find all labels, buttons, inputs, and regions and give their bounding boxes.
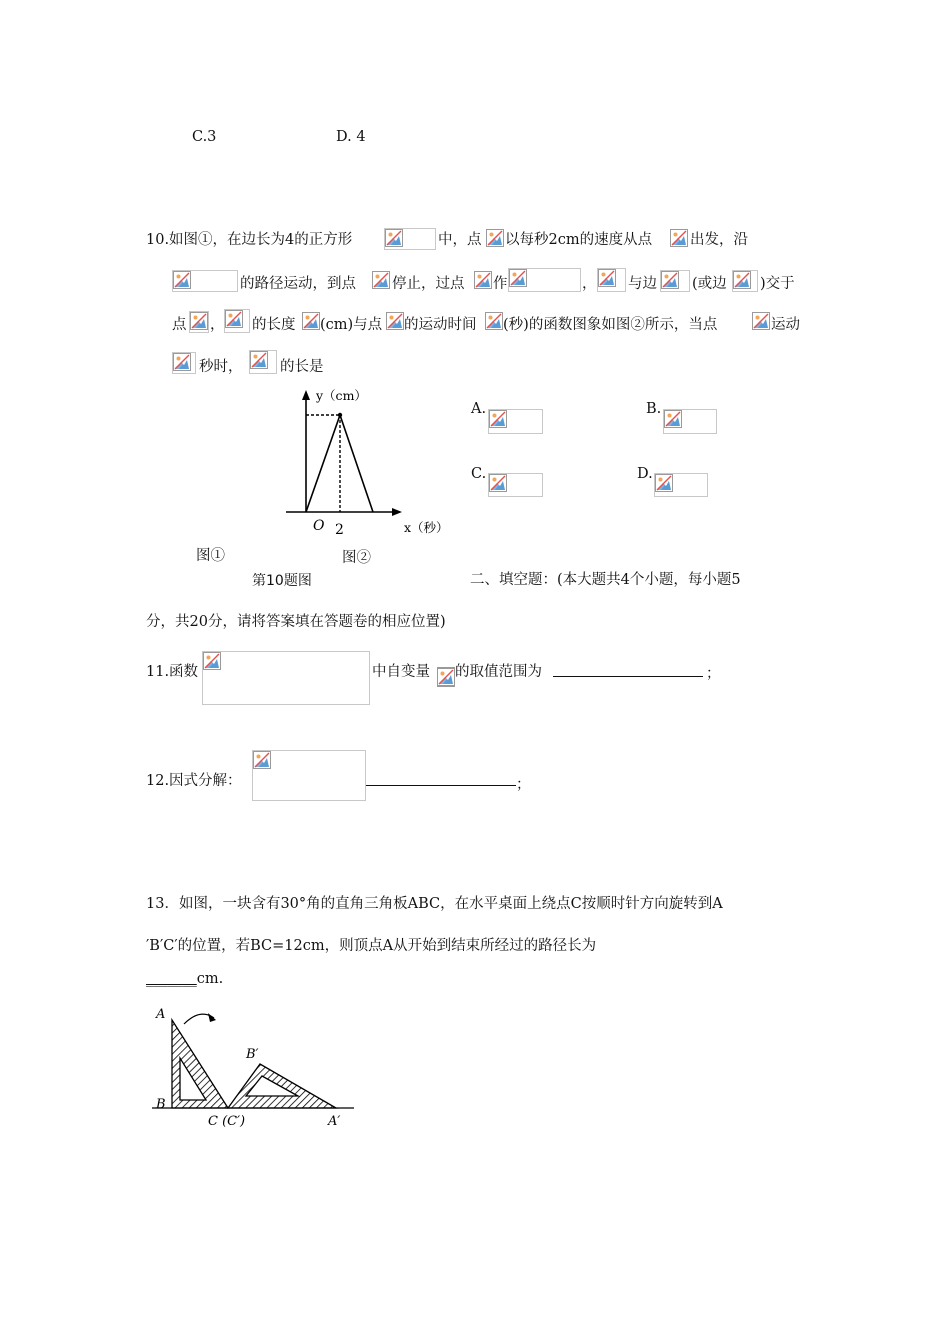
- q11-text: 中自变量: [372, 664, 430, 680]
- broken-image-icon: [489, 474, 507, 492]
- broken-image-icon: [250, 351, 268, 369]
- y-axis-label: y（cm）: [316, 388, 367, 403]
- q9-option-c: C.3: [192, 129, 217, 145]
- section-2-heading: 二、填空题：(本大题共4个小题，每小题5: [470, 572, 741, 588]
- broken-image-icon: [486, 229, 504, 247]
- broken-image-icon: [302, 312, 320, 330]
- x-axis-arrow: [392, 508, 402, 516]
- q10-text: 以每秒2cm的速度从点: [505, 232, 653, 248]
- q10-text: 运动: [771, 317, 800, 333]
- q10-text: 的长度: [252, 317, 296, 333]
- broken-image-icon: [655, 474, 673, 492]
- q11-text: 的取值范围为: [455, 664, 542, 680]
- section-2-heading-cont: 分，共20分，请将答案填在答题卷的相应位置): [146, 614, 446, 630]
- q10-function-graph: [278, 384, 458, 544]
- broken-image-icon: [664, 410, 682, 428]
- q10-text: 中，点: [438, 232, 482, 248]
- broken-image-icon: [485, 312, 503, 330]
- q10-text: 点: [172, 317, 187, 333]
- q13-triangle-figure: [148, 1000, 368, 1140]
- label-b-prime: B′: [246, 1047, 259, 1062]
- broken-image-icon: [733, 271, 751, 289]
- label-a-prime: A′: [328, 1114, 341, 1129]
- q11-answer-blank[interactable]: [553, 662, 703, 677]
- q10-text: 与边: [628, 276, 657, 292]
- q13-answer-blank[interactable]: _______cm.: [146, 971, 224, 987]
- broken-image-icon: [386, 312, 404, 330]
- y-axis-arrow: [302, 390, 310, 400]
- broken-image-icon: [474, 271, 492, 289]
- broken-image-icon: [190, 312, 208, 330]
- label-b: B: [156, 1097, 166, 1112]
- figure-2-caption: 图②: [342, 550, 371, 566]
- broken-image-icon: [203, 652, 221, 670]
- label-a: A: [156, 1007, 166, 1022]
- broken-image-icon: [509, 269, 527, 287]
- q12-text: 12.因式分解：: [146, 773, 242, 789]
- q10-text: (秒)的函数图象如图②所示，当点: [503, 317, 718, 333]
- q10-text: 的运动时间: [404, 317, 477, 333]
- triangle-a-prime-b-prime-c-prime: [228, 1064, 336, 1108]
- q11-end: ；: [706, 666, 721, 682]
- q10-text: 停止，过点: [392, 276, 465, 292]
- q10-text: 10.如图①，在边长为4的正方形: [146, 232, 353, 248]
- q11-function-image: [202, 651, 370, 705]
- q13-text-line1: 13．如图，一块含有30°角的直角三角板ABC，在水平桌面上绕点C按顺时针方向旋转到A: [146, 896, 723, 912]
- broken-image-icon: [752, 312, 770, 330]
- broken-image-icon: [670, 229, 688, 247]
- broken-image-icon: [173, 271, 191, 289]
- rotation-arrowhead: [208, 1013, 216, 1022]
- broken-image-icon: [661, 271, 679, 289]
- q10-text: 作: [493, 276, 508, 292]
- q12-answer-blank[interactable]: [366, 771, 516, 786]
- q10-option-label-d: D.: [637, 466, 653, 482]
- q10-option-label-b: B.: [646, 401, 662, 417]
- figure-title: 第10题图: [252, 573, 312, 589]
- q10-text: 秒时，: [199, 359, 243, 375]
- q10-text: (或边: [692, 276, 727, 292]
- q10-text: )交于: [760, 276, 795, 292]
- q10-text: 的路径运动，到点: [240, 276, 356, 292]
- q10-option-label-a: A.: [471, 401, 487, 417]
- graph-fall: [340, 415, 373, 512]
- origin-label: O: [313, 518, 325, 534]
- q10-text: (cm)与点: [320, 317, 383, 333]
- q10-text: 出发，沿: [690, 232, 748, 248]
- label-c: C (C′): [208, 1114, 246, 1129]
- broken-image-icon: [489, 410, 507, 428]
- q10-text: ，: [582, 276, 597, 292]
- figure-1-caption: 图①: [196, 548, 225, 564]
- q11-text: 11.函数: [146, 664, 199, 680]
- broken-image-icon: [173, 353, 191, 371]
- broken-image-icon: [385, 229, 403, 247]
- x-axis-label: x（秒）: [404, 520, 449, 535]
- broken-image-icon: [225, 310, 243, 328]
- broken-image-icon: [598, 269, 616, 287]
- q9-option-d: D. 4: [336, 129, 366, 145]
- peak-point: [338, 413, 342, 417]
- triangle-abc: [172, 1020, 228, 1108]
- q10-text: 的长是: [280, 359, 324, 375]
- q13-text-line2: ′B′C′的位置，若BC=12cm，则顶点A从开始到结束所经过的路径长为: [146, 938, 597, 954]
- q10-option-label-c: C.: [471, 466, 487, 482]
- x-tick-label: 2: [335, 522, 344, 538]
- broken-image-icon: [372, 271, 390, 289]
- q10-text: ，: [210, 317, 225, 333]
- broken-image-icon: [437, 668, 455, 686]
- broken-image-icon: [253, 751, 271, 769]
- graph-rise: [306, 415, 340, 512]
- q12-end: ；: [516, 777, 531, 793]
